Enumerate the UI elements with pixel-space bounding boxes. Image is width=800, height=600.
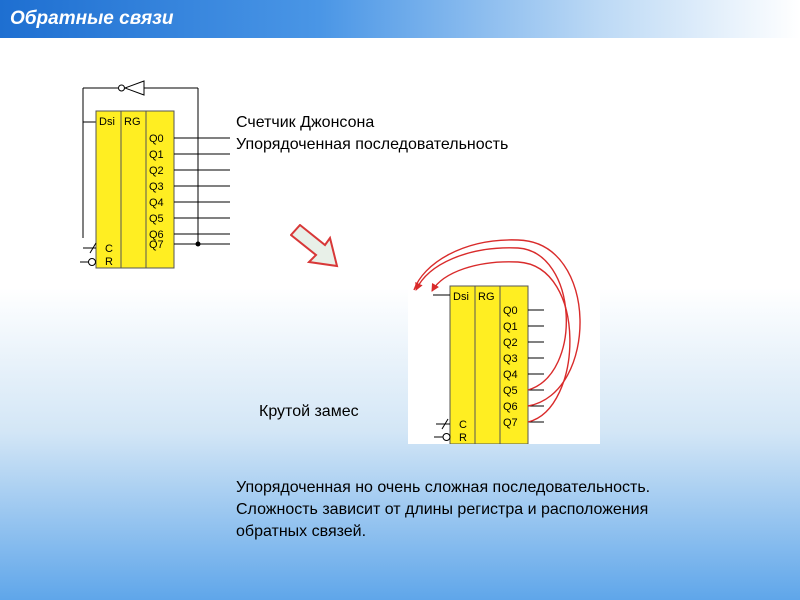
q1-label: Q1 — [503, 321, 518, 333]
q0-label: Q0 — [149, 133, 164, 145]
dsi-label: Dsi — [453, 291, 469, 303]
summary-line-1: Упорядоченная но очень сложная последовательность. — [236, 479, 651, 496]
title-bar — [0, 0, 800, 38]
q0-label: Q0 — [503, 305, 518, 317]
q5-label: Q5 — [503, 385, 518, 397]
transition-arrow-icon — [290, 224, 352, 274]
reset-inversion-bubble — [89, 259, 96, 266]
q7-junction-dot — [196, 242, 201, 247]
complex-feedback-diagram — [408, 234, 600, 444]
complex-feedback-svg — [408, 234, 600, 444]
johnson-counter-diagram — [78, 80, 230, 270]
mix-label: Крутой замес — [259, 403, 359, 420]
slide-title: Обратные связи — [10, 8, 174, 29]
johnson-counter-svg — [78, 80, 230, 270]
dsi-label: Dsi — [99, 116, 115, 128]
johnson-subtitle: Упорядоченная последовательность — [236, 136, 509, 153]
summary-line-3: обратных связей. — [236, 523, 367, 540]
q1-label: Q1 — [149, 149, 164, 161]
clock-label: C — [459, 419, 467, 431]
rg-label: RG — [478, 291, 495, 303]
arrow-shape — [291, 225, 337, 266]
johnson-title: Счетчик Джонсона — [236, 114, 375, 131]
reset-inversion-bubble — [443, 434, 450, 441]
q6-label: Q6 — [149, 229, 164, 241]
q3-label: Q3 — [503, 353, 518, 365]
q2-label: Q2 — [503, 337, 518, 349]
q4-label: Q4 — [149, 197, 164, 209]
summary-line-2: Сложность зависит от длины регистра и расположения — [236, 501, 649, 518]
clock-label: C — [105, 243, 113, 255]
q6-label: Q6 — [503, 401, 518, 413]
q2-label: Q2 — [149, 165, 164, 177]
q5-label: Q5 — [149, 213, 164, 225]
q4-label: Q4 — [503, 369, 518, 381]
inverter-triangle — [125, 81, 144, 95]
q7-label: Q7 — [503, 417, 518, 429]
reset-label: R — [105, 256, 113, 268]
q3-label: Q3 — [149, 181, 164, 193]
q7-label: Q7 — [149, 239, 164, 251]
reset-label: R — [459, 432, 467, 444]
rg-label: RG — [124, 116, 141, 128]
